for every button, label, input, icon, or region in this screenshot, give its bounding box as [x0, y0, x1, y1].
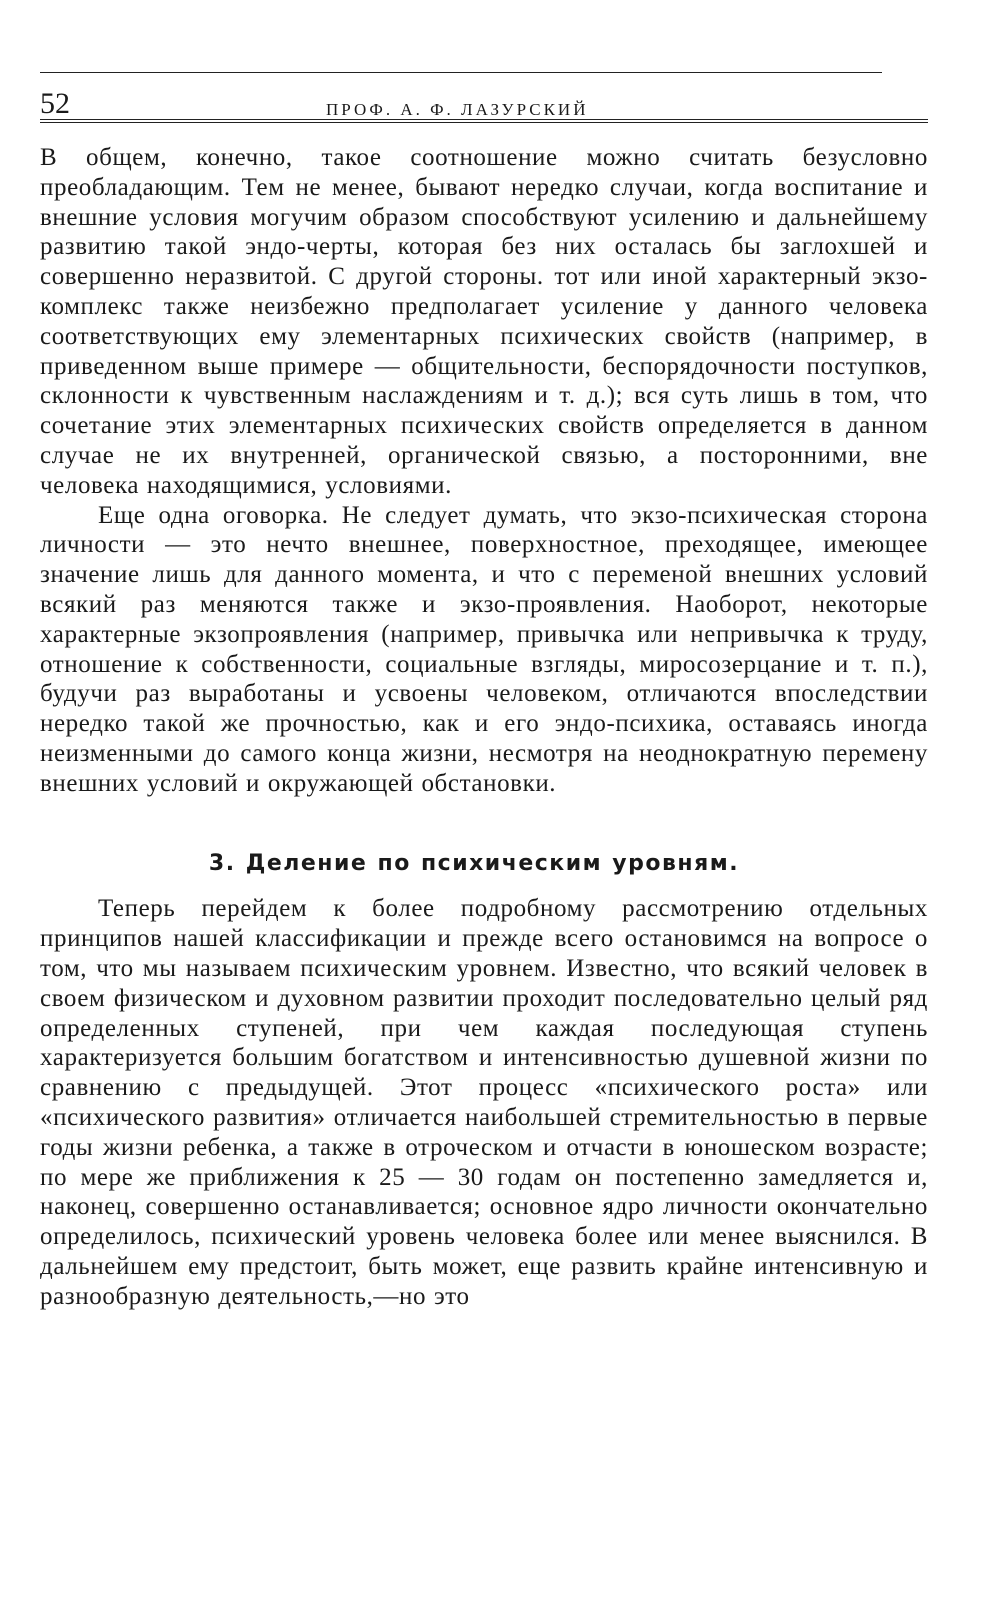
- body-text: [40, 143, 928, 1311]
- paragraph-3: Теперь перейдем к более подробному рассмотрению отдельных принципов нашей классификации и прежде всего остановимся на вопросе о том, что мы называем психическим уровнем. Известно, что всякий человек в своем физическом и духовном развитии проходит последовательно целый ряд определенных ступеней, при чем каждая последующая ступень характеризуется большим богатством и интенсивностью душевной жизни по сравнению с предыдущей. Этот процесс «психического роста» или «психического развития» отличается наибольшей стремительностью в первые годы жизни ребенка, а также в отроческом и отчасти в юношеском возрасте; по мере же приближения к 25 — 30 годам он постепенно замедляется и, наконец, совершенно останавливается; основное ядро личности окончательно определилось, психический уровень человека более или менее выяснился. В дальнейшем ему предстоит, быть может, еще развить крайне интенсивную и разнообразную деятельность,—но это: [40, 895, 928, 1310]
- running-head: ПРОФ. А. Ф. ЛАЗУРСКИЙ: [326, 100, 589, 119]
- book-page: [40, 72, 928, 1311]
- section-heading: 3. Деление по психическим уровням.: [208, 850, 740, 876]
- paragraph-1: В общем, конечно, такое соотношение можно считать безусловно преобладающим. Тем не менее, бывают нередко случаи, когда воспитание и внешние условия могучим образом способствуют усилению и дальнейшему развитию такой эндо-черты, которая без них осталась бы заглохшей и совершенно неразвитой. С другой стороны. тот или иной характерный экзо-комплекс также неизбежно предполагает усиление у данного человека соответствующих ему элементарных психических свойств (например, в приведенном выше примере — общительности, беспорядочности поступков, склонности к чувственным наслаждениям и т. д.); вся суть лишь в том, что сочетание этих элементарных психических свойств определяется в данном случае не их внутренней, органической связью, а посторонними, вне человека находящимися, условиями.: [40, 144, 928, 499]
- page-header: [40, 73, 928, 119]
- page-number: 52: [40, 87, 70, 120]
- paragraph-2: Еще одна оговорка. Не следует думать, что экзо-психическая сторона личности — это нечто внешнее, поверхностное, преходящее, имеющее значение лишь для данного момента, и что с переменой внешних условий всякий раз меняются также и экзо-проявления. Наоборот, некоторые характерные экзопроявления (например, привычка или непривычка к труду, отношение к собственности, социальные взгляды, миросозерцание и т. п.), будучи раз выработаны и усвоены человеком, отличаются впоследствии нередко такой же прочностью, как и его эндо-психика, оставаясь иногда неизменными до самого конца жизни, несмотря на неоднократную перемену внешних условий и окружающей обстановки.: [40, 501, 928, 797]
